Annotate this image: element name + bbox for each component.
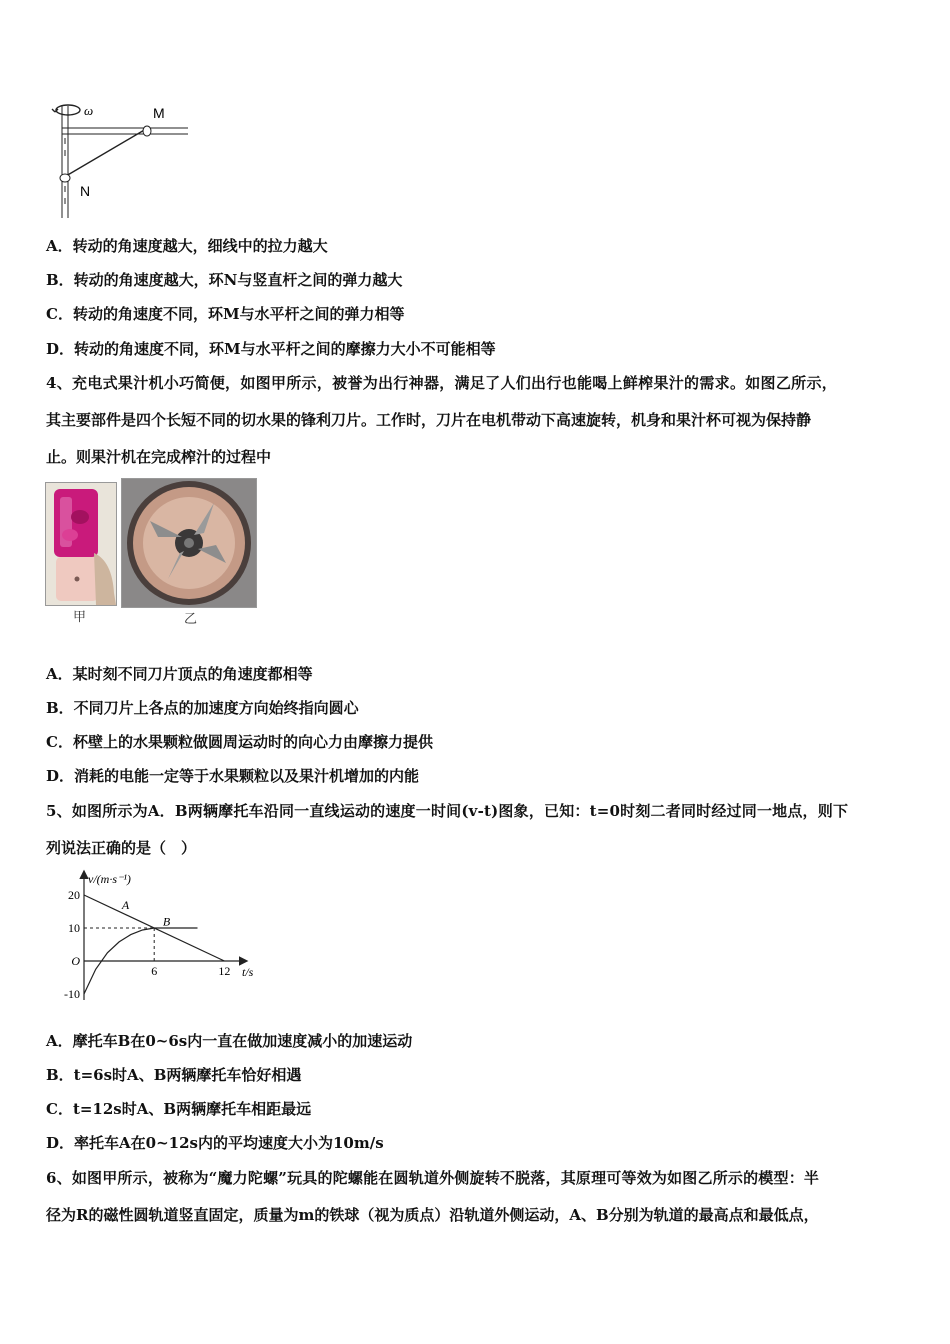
y-tick-label-1: 10 [68, 921, 80, 935]
label-n: N [80, 183, 91, 199]
x-tick-label-1: 12 [218, 964, 231, 978]
q3-option-d: D．转动的角速度不同，环M与水平杆之间的摩擦力大小不可能相等 [46, 340, 496, 358]
q4-option-c: C．杯壁上的水果颗粒做圆周运动时的向心力由摩擦力提供 [46, 733, 433, 751]
ring-m [143, 126, 151, 136]
q5-option-c: C．t=12s时A、B两辆摩托车相距最远 [46, 1100, 312, 1118]
caption-yi: 乙 [184, 612, 198, 627]
series-label-B: B [162, 914, 171, 929]
omega-label: ω [84, 103, 94, 118]
y-tick-label-0: 20 [68, 888, 80, 902]
q5-stem-line-2: 列说法正确的是（ ） [46, 839, 197, 857]
blade-photo-yi [121, 478, 257, 608]
q5-option-a: A．摩托车B在0~6s内一直在做加速度减小的加速运动 [46, 1032, 413, 1050]
ring-n [60, 174, 70, 182]
q4-stem-line-1: 4、充电式果汁机小巧简便，如图甲所示，被誉为出行神器，满足了人们出行也能喝上鲜榨果汁的需求。如图乙所示， [46, 374, 838, 392]
caption-jia: 甲 [73, 610, 87, 625]
q3-option-b: B．转动的角速度越大，环N与竖直杆之间的弹力越大 [46, 271, 403, 289]
q5-stem-line-1: 5、如图所示为A．B两辆摩托车沿同一直线运动的速度一时间(v-t)图象，已知：t=0时刻二者同时经过同一地点，则下 [46, 802, 849, 820]
q3-option-a: A．转动的角速度越大，细线中的拉力越大 [46, 237, 328, 255]
q4-option-b: B．不同刀片上各点的加速度方向始终指向圆心 [46, 699, 359, 717]
x-tick-label-0: 6 [151, 964, 158, 978]
juicer-photo-jia [45, 482, 117, 606]
series-label-A: A [121, 897, 130, 912]
y-axis-label: v/(m·s⁻¹) [88, 872, 131, 886]
rod-ring-figure [46, 98, 196, 220]
q4-option-a: A．某时刻不同刀片顶点的角速度都相等 [46, 665, 313, 683]
y-tick-label-2: O [71, 954, 80, 968]
q4-stem-line-3: 止。则果汁机在完成榨汁的过程中 [46, 448, 272, 466]
q6-stem-line-2: 径为R的磁性圆轨道竖直固定，质量为m的铁球（视为质点）沿轨道外侧运动，A、B分别为轨道的最高点和最低点， [46, 1206, 819, 1224]
q6-stem-line-1: 6、如图甲所示，被称为“魔力陀螺”玩具的陀螺能在圆轨道外侧旋转不脱落，其原理可等效为如图乙所示的模型：半 [46, 1169, 820, 1187]
q4-option-d: D．消耗的电能一定等于水果颗粒以及果汁机增加的内能 [46, 767, 420, 785]
q4-stem-line-2: 其主要部件是四个长短不同的切水果的锋利刀片。工作时，刀片在电机带动下高速旋转，机身和果汁杯可视为保持静 [46, 411, 812, 429]
q5-option-d: D．率托车A在0~12s内的平均速度大小为10m/s [46, 1134, 384, 1152]
q5-option-b: B．t=6s时A、B两辆摩托车恰好相遇 [46, 1066, 302, 1084]
vt-chart [46, 864, 266, 1004]
x-axis-label: t/s [242, 965, 254, 979]
y-tick-label-3: -10 [64, 987, 80, 1001]
label-m: M [153, 105, 165, 121]
q3-option-c: C．转动的角速度不同，环M与水平杆之间的弹力相等 [46, 305, 405, 323]
